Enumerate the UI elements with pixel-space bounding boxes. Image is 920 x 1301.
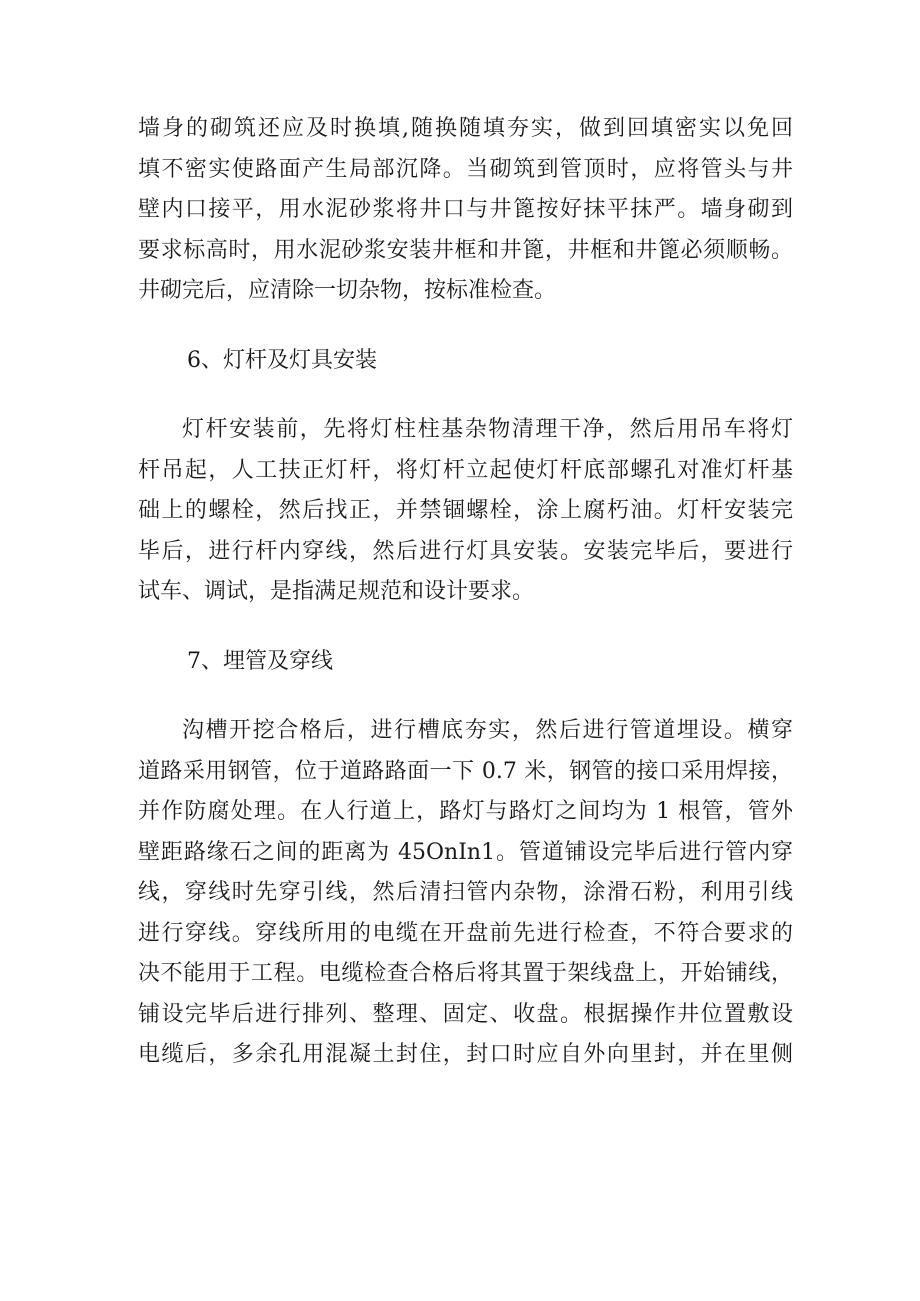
text-line: 毕后，进行杆内穿线，然后进行灯具安装。安装完毕后，要进行 bbox=[138, 538, 793, 564]
section-heading-7: 7、埋管及穿线 bbox=[187, 648, 333, 674]
text-line: 并作防腐处理。在人行道上，路灯与路灯之间均为 1 根管，管外 bbox=[138, 799, 793, 824]
text-line: 础上的螺栓，然后找正，并禁锢螺栓，涂上腐朽油。灯杆安装完 bbox=[138, 498, 793, 523]
paragraph-conduit-and-wiring bbox=[138, 711, 793, 1076]
text-line: 墙身的砌筑还应及时换填,随换随填夯实，做到回填密实以免回 bbox=[138, 116, 793, 141]
text-line: 灯杆安装前，先将灯柱柱基杂物清理干净，然后用吊车将灯 bbox=[182, 417, 793, 442]
document-page bbox=[138, 109, 793, 1076]
text-line: 壁距路缘石之间的距离为 45OnIn1。管道铺设完毕后进行管内穿 bbox=[138, 839, 793, 865]
text-line: 道路采用钢管，位于道路路面一下 0.7 米，钢管的接口采用焊接， bbox=[138, 758, 793, 784]
text-line: 壁内口接平，用水泥砂浆将井口与井篦按好抹平抹严。墙身砌到 bbox=[138, 197, 793, 222]
text-line: 井砌完后，应清除一切杂物，按标准检查。 bbox=[138, 278, 557, 303]
text-line: 试车、调试，是指满足规范和设计要求。 bbox=[138, 579, 535, 604]
text-line: 线，穿线时先穿引线，然后清扫管内杂物，涂滑石粉，利用引线 bbox=[138, 880, 793, 905]
text-line: 沟槽开挖合格后，进行槽底夯实，然后进行管道埋设。横穿 bbox=[182, 718, 793, 743]
text-line: 要求标高时，用水泥砂浆安装井框和井篦，井框和井篦必须顺畅。 bbox=[138, 237, 793, 263]
text-line: 电缆后，多余孔用混凝土封住，封口时应自外向里封，并在里侧 bbox=[138, 1042, 793, 1067]
text-line: 填不密实使路面产生局部沉降。当砌筑到管顶时，应将管头与井 bbox=[138, 156, 793, 182]
text-line: 杆吊起，人工扶正灯杆，将灯杆立起使灯杆底部螺孔对准灯杆基 bbox=[138, 457, 793, 483]
section-heading-6: 6、灯杆及灯具安装 bbox=[187, 347, 377, 373]
text-line: 进行穿线。穿线所用的电缆在开盘前先进行检查，不符合要求的 bbox=[138, 920, 793, 946]
paragraph-well-masonry bbox=[138, 109, 793, 312]
text-line: 铺设完毕后进行排列、整理、固定、收盘。根据操作井位置敷设 bbox=[138, 1001, 793, 1027]
text-line: 决不能用于工程。电缆检查合格后将其置于架线盘上，开始铺线， bbox=[138, 961, 793, 986]
paragraph-lamp-pole-installation bbox=[138, 410, 793, 613]
